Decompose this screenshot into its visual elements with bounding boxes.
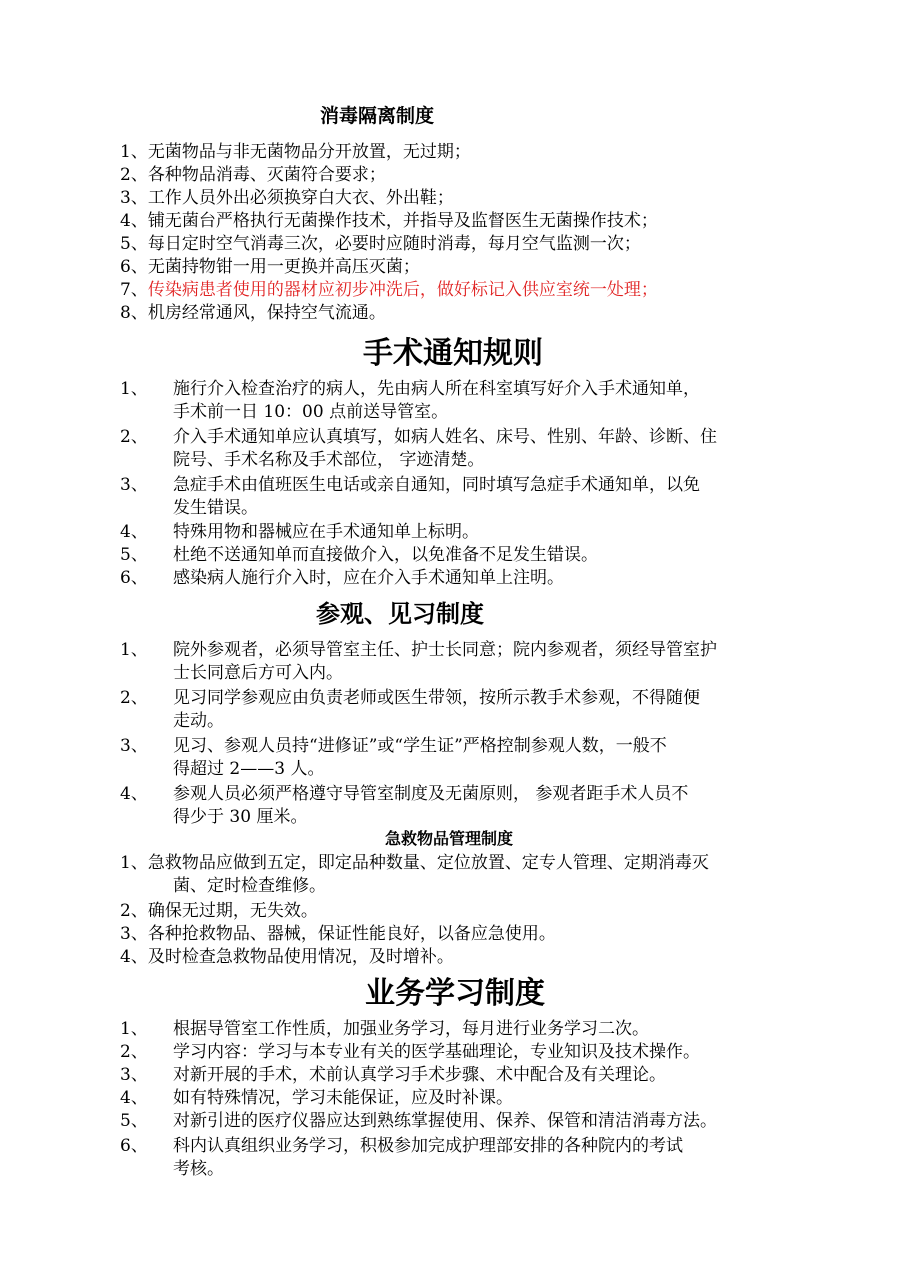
item-text: 施行介入检查治疗的病人，先由病人所在科室填写好介入手术通知单， xyxy=(173,379,700,399)
item-text: 院外参观者，必须导管室主任、护士长同意；院内参观者，须经导管室护 xyxy=(173,640,717,660)
item-text-continued: 菌、定时检查维修。 xyxy=(173,876,326,896)
item-text: 见习、参观人员持“进修证”或“学生证”严格控制参观人数，一般不 xyxy=(173,736,667,756)
item-text: 根据导管室工作性质，加强业务学习，每月进行业务学习二次。 xyxy=(173,1019,649,1039)
item-text-continued: 考核。 xyxy=(173,1159,224,1179)
item-number: 4、 xyxy=(120,211,148,231)
item-number: 6、 xyxy=(120,568,148,588)
item-text: 学习内容：学习与本专业有关的医学基础理论，专业知识及技术操作。 xyxy=(173,1042,700,1062)
item-number: 1、 xyxy=(120,640,148,660)
item-number: 7、 xyxy=(120,280,148,300)
item-number: 1、 xyxy=(120,1019,148,1039)
list-item xyxy=(120,900,318,923)
item-number: 2、 xyxy=(120,688,148,708)
item-number: 4、 xyxy=(120,1088,148,1108)
list-item xyxy=(120,141,471,164)
section-title: 手术通知规则 xyxy=(363,336,543,371)
item-text: 机房经常通风，保持空气流通。 xyxy=(147,303,386,323)
list-item xyxy=(120,302,386,325)
list-item xyxy=(120,233,641,256)
item-text: 杜绝不送通知单而直接做介入，以免准备不足发生错误。 xyxy=(173,545,598,565)
list-item xyxy=(120,256,420,279)
item-text-continued: 走动。 xyxy=(173,711,224,731)
item-text: 无菌物品与非无菌物品分开放置，无过期； xyxy=(147,142,471,162)
item-text: 参观人员必须严格遵守导管室制度及无菌原则， 参观者距手术人员不 xyxy=(173,784,689,804)
item-number: 1、 xyxy=(120,853,148,873)
item-number: 3、 xyxy=(120,924,148,944)
section-title: 消毒隔离制度 xyxy=(320,105,435,127)
item-text: 急救物品应做到五定，即定品种数量、定位放置、定专人管理、定期消毒灭 xyxy=(147,853,709,873)
item-number: 2、 xyxy=(120,165,148,185)
item-text: 对新引进的医疗仪器应达到熟练掌握使用、保养、保管和清洁消毒方法。 xyxy=(173,1111,717,1131)
list-item xyxy=(120,923,556,946)
item-text: 对新开展的手术，术前认真学习手术步骤、术中配合及有关理论。 xyxy=(173,1065,666,1085)
item-text-continued: 发生错误。 xyxy=(173,498,258,518)
item-text: 工作人员外出必须换穿白大衣、外出鞋； xyxy=(147,188,454,208)
item-number: 3、 xyxy=(120,736,148,756)
item-text: 无菌持物钳一用一更换并高压灭菌； xyxy=(147,257,420,277)
item-number: 6、 xyxy=(120,1136,148,1156)
item-text: 各种物品消毒、灭菌符合要求； xyxy=(147,165,386,185)
item-text-continued: 手术前一日 10：00 点前送导管室。 xyxy=(173,402,449,422)
item-text-continued: 士长同意后方可入内。 xyxy=(173,663,343,683)
item-number: 8、 xyxy=(120,303,148,323)
item-number: 4、 xyxy=(120,947,148,967)
item-number: 5、 xyxy=(120,545,148,565)
list-item xyxy=(120,946,454,969)
item-number: 3、 xyxy=(120,1065,148,1085)
item-text: 确保无过期，无失效。 xyxy=(147,901,318,921)
list-item xyxy=(120,187,454,210)
item-text-continued: 得少于 30 厘米。 xyxy=(173,807,308,827)
item-number: 4、 xyxy=(120,784,148,804)
list-item xyxy=(120,852,709,875)
item-text: 如有特殊情况，学习未能保证，应及时补课。 xyxy=(173,1088,513,1108)
item-text: 科内认真组织业务学习，积极参加完成护理部安排的各种院内的考试 xyxy=(173,1136,683,1156)
list-item-highlighted xyxy=(120,279,658,302)
item-number: 2、 xyxy=(120,901,148,921)
section-title: 参观、见习制度 xyxy=(316,600,484,628)
item-text: 介入手术通知单应认真填写，如病人姓名、床号、性别、年龄、诊断、住 xyxy=(173,427,717,447)
item-text: 特殊用物和器械应在手术通知单上标明。 xyxy=(173,522,479,542)
item-text-red: 传染病患者使用的器材应初步冲洗后，做好标记入供应室统一处理； xyxy=(147,280,658,300)
item-number: 1、 xyxy=(120,379,148,399)
item-number: 2、 xyxy=(120,427,148,447)
item-number: 5、 xyxy=(120,1111,148,1131)
item-text-continued: 得超过 2——3 人。 xyxy=(173,759,325,779)
item-number: 2、 xyxy=(120,1042,148,1062)
item-text: 及时检查急救物品使用情况，及时增补。 xyxy=(147,947,454,967)
item-text: 各种抢救物品、器械，保证性能良好，以备应急使用。 xyxy=(147,924,556,944)
section-title: 业务学习制度 xyxy=(365,976,545,1011)
item-text: 每日定时空气消毒三次，必要时应随时消毒，每月空气监测一次； xyxy=(147,234,641,254)
item-number: 6、 xyxy=(120,257,148,277)
item-number: 3、 xyxy=(120,188,148,208)
item-text-continued: 院号、手术名称及手术部位， 字迹清楚。 xyxy=(173,450,485,470)
item-number: 4、 xyxy=(120,522,148,542)
list-item xyxy=(120,210,658,233)
list-item xyxy=(120,164,386,187)
item-number: 3、 xyxy=(120,475,148,495)
item-text: 急症手术由值班医生电话或亲自通知，同时填写急症手术通知单，以免 xyxy=(173,475,700,495)
item-text: 感染病人施行介入时，应在介入手术通知单上注明。 xyxy=(173,568,564,588)
item-number: 1、 xyxy=(120,142,148,162)
item-text: 铺无菌台严格执行无菌操作技术，并指导及监督医生无菌操作技术； xyxy=(147,211,658,231)
item-text: 见习同学参观应由负责老师或医生带领，按所示教手术参观，不得随便 xyxy=(173,688,700,708)
section-title: 急救物品管理制度 xyxy=(385,829,514,848)
item-number: 5、 xyxy=(120,234,148,254)
